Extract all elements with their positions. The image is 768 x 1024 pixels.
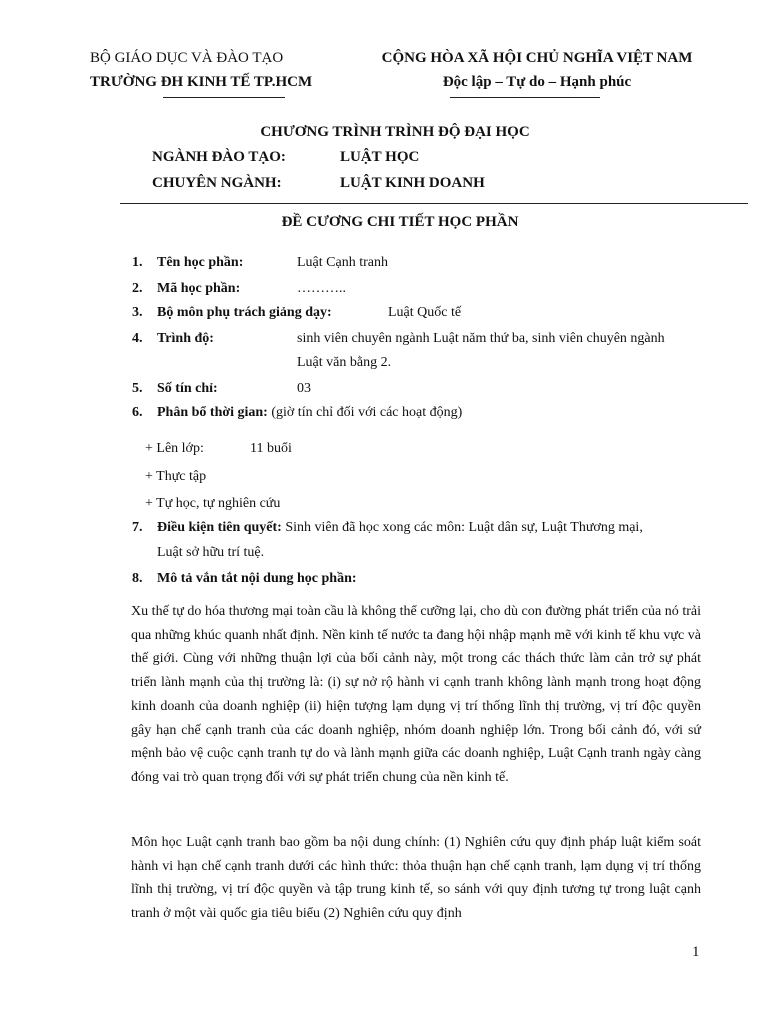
allocation-lecture-value: 11 buổi [250,441,292,456]
prerequisites-value-line2: Luật sở hữu trí tuệ. [157,545,265,560]
allocation-selfstudy-label: + Tự học, tự nghiên cứu [145,496,281,511]
motto: Độc lập – Tự do – Hạnh phúc [442,74,632,90]
prerequisites-value: Sinh viên đã học xong các môn: Luật dân sự, Luật Thương mại, [281,520,643,535]
credits-value: 03 [297,381,311,396]
department-label: Bộ môn phụ trách giảng dạy: [157,305,332,320]
university-name: TRƯỜNG ĐH KINH TẾ TP.HCM [90,74,313,90]
item-6-number: 6. [132,405,143,420]
ministry-name: BỘ GIÁO DỤC VÀ ĐÀO TẠO [90,50,284,66]
description-label: Mô tả vắn tắt nội dung học phần: [157,571,357,586]
republic-name: CỘNG HÒA XÃ HỘI CHỦ NGHĨA VIỆT NAM [381,50,693,66]
page-number: 1 [692,944,700,960]
item-3-number: 3. [132,305,143,320]
course-code-label: Mã học phần: [157,281,241,296]
level-value-line1: sinh viên chuyên ngành Luật năm thứ ba, sinh viên chuyên ngành [297,331,665,346]
university-underline [163,97,285,98]
item-7-number: 7. [132,520,143,535]
level-value-line2: Luật văn bằng 2. [297,355,392,370]
allocation-lecture-label: + Lên lớp: [145,441,204,456]
item-2-number: 2. [132,281,143,296]
course-code-value: ……….. [297,281,346,296]
course-name-value: Luật Cạnh tranh [297,255,388,270]
prerequisites-label: Điều kiện tiên quyết: [157,520,282,535]
item-8-number: 8. [132,571,143,586]
department-value: Luật Quốc tế [388,305,462,320]
section-divider [120,203,748,204]
allocation-practice-label: + Thực tập [145,469,207,484]
time-allocation-label: Phân bổ thời gian: [157,405,268,420]
description-paragraph-1: Xu thế tự do hóa thương mại toàn cầu là không thể cưỡng lại, cho dù con đường phát triển của nó trải qua những khúc quanh nhất định. Nền kinh tế nước ta đang hội nhập mạnh mẽ với kinh tế khu vực và thế giới. Cùng với những thuận lợi của bối cảnh này, một trong các thách thức làm cản trở sự phát triển lành mạnh của thị trường là: (i) sự nở rộ hành vi cạnh tranh không lành mạnh trong hoạt động kinh doanh của doanh nghiệp (ii) hiện tượng lạm dụng vị trí thống lĩnh thị trường, vị trí độc quyền gây hạn chế cạnh tranh của các doanh nghiệp, nhóm doanh nghiệp lớn. Trong bối cảnh đó, với sứ mệnh bảo vệ cuộc cạnh tranh tự do và lành mạnh giữa các doanh nghiệp, Luật Cạnh tranh ngày càng đóng vai trò quan trọng đối với sự phát triển chung của nền kinh tế. [131,604,701,785]
item-1-number: 1. [132,255,143,270]
course-name-label: Tên học phần: [157,255,244,270]
syllabus-title: ĐỀ CƯƠNG CHI TIẾT HỌC PHẦN [281,214,519,230]
time-allocation-note: (giờ tín chỉ đối với các hoạt động) [267,405,463,420]
specialization-value: LUẬT KINH DOANH [340,175,485,191]
item-5-number: 5. [132,381,143,396]
item-4-number: 4. [132,331,143,346]
program-title: CHƯƠNG TRÌNH TRÌNH ĐỘ ĐẠI HỌC [260,124,530,140]
specialization-label: CHUYÊN NGÀNH: [152,175,282,191]
credits-label: Số tín chỉ: [157,381,218,396]
motto-underline [450,97,600,98]
time-allocation [132,405,462,421]
major-label: NGÀNH ĐÀO TẠO: [152,149,286,165]
major-value: LUẬT HỌC [340,149,420,165]
description-paragraph-2: Môn học Luật cạnh tranh bao gồm ba nội dung chính: (1) Nghiên cứu quy định pháp luật kiểm soát hành vi hạn chế cạnh tranh dưới các hình thức: thỏa thuận hạn chế cạnh tranh, lạm dụng vị trí thống lĩnh thị trường, vị trí độc quyền và tập trung kinh tế, so sánh với quy định tương tự trong luật cạnh tranh ở một vài quốc gia tiêu biểu (2) Nghiên cứu quy định [131,835,701,922]
prerequisites [132,520,643,536]
level-label: Trình độ: [157,331,214,346]
